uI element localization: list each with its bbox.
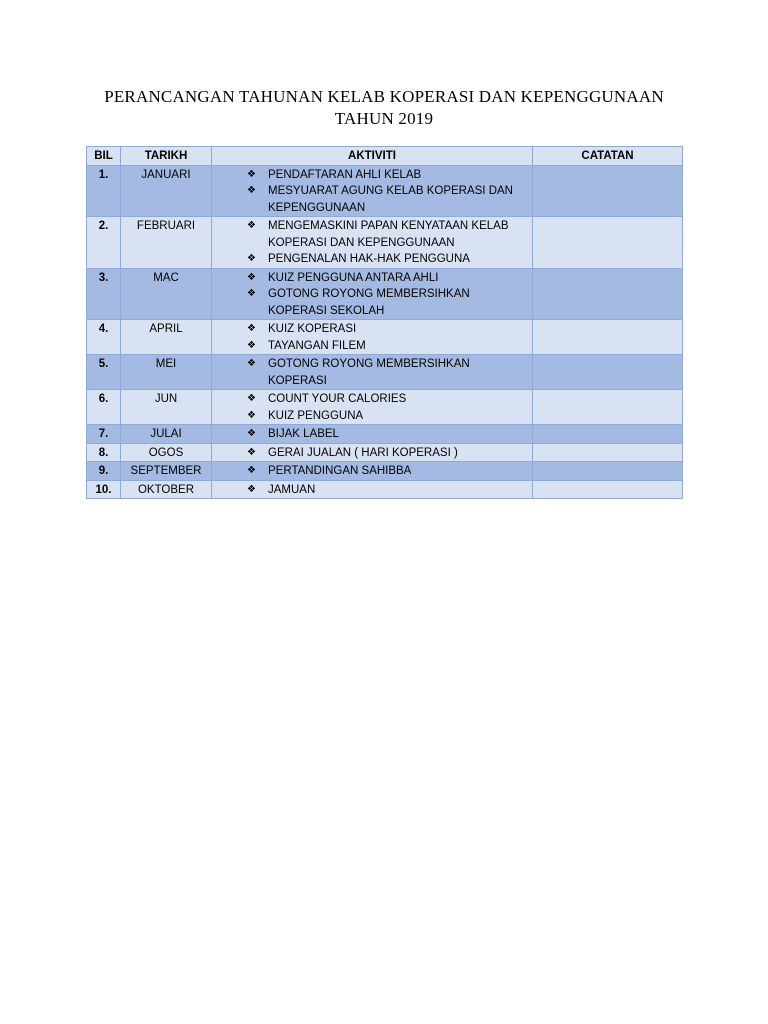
cell-aktiviti [212,320,533,355]
table-row [87,268,683,320]
table-body [87,165,683,499]
header-bil: BIL [87,147,121,166]
cell-aktiviti [212,268,533,320]
cell-catatan [533,165,683,217]
table-row [87,443,683,462]
header-tarikh: TARIKH [121,147,212,166]
cell-tarikh: JUN [121,390,212,425]
activity-text: KUIZ PENGGUNA [268,409,364,422]
cell-tarikh: OGOS [121,443,212,462]
cell-bil: 4. [87,320,121,355]
activity-item [216,445,528,462]
activity-list [216,463,528,480]
activity-list [216,391,528,424]
cell-tarikh: FEBRUARI [121,217,212,269]
activity-text: PERTANDINGAN SAHIBBA [268,465,412,477]
cell-tarikh: APRIL [121,320,212,355]
diamond-bullet-icon: ❖ [247,358,256,369]
cell-aktiviti [212,390,533,425]
cell-tarikh: SEPTEMBER [121,462,212,481]
cell-tarikh: JANUARI [121,165,212,217]
page-title-line-2: TAHUN 2019 [334,109,434,128]
activity-text: PENGENALAN HAK-HAK PENGGUNA [268,253,470,265]
diamond-bullet-icon: ❖ [247,168,256,180]
activity-item [216,426,528,443]
diamond-bullet-icon: ❖ [247,220,256,231]
activity-text: MENGEMASKINI PAPAN KENYATAAN KELAB KOPERASI DAN KEPENGGUNAAN [268,220,509,249]
activity-item [216,251,528,268]
activity-list [216,218,528,268]
cell-bil: 3. [87,268,121,320]
diamond-bullet-icon: ❖ [247,409,256,421]
diamond-bullet-icon: ❖ [247,483,256,495]
cell-bil: 1. [87,165,121,217]
activity-item [216,408,528,425]
cell-aktiviti [212,355,533,390]
table-header [87,147,683,166]
table-row [87,480,683,499]
activity-text: KUIZ KOPERASI [268,323,357,335]
activity-item [216,167,528,184]
activity-text: GOTONG ROYONG MEMBERSIHKAN KOPERASI [268,358,470,387]
page-title [0,86,768,130]
cell-tarikh: MEI [121,355,212,390]
activity-list [216,321,528,354]
activity-item [216,356,528,389]
table-row [87,165,683,217]
cell-aktiviti [212,462,533,481]
activity-item [216,321,528,338]
table-header-row [87,147,683,166]
cell-catatan [533,462,683,481]
cell-bil: 9. [87,462,121,481]
diamond-bullet-icon: ❖ [247,288,256,299]
cell-catatan [533,268,683,320]
diamond-bullet-icon: ❖ [247,446,256,458]
table-row [87,217,683,269]
cell-aktiviti [212,443,533,462]
activity-item [216,183,528,216]
table-row [87,390,683,425]
activity-text: KUIZ PENGGUNA ANTARA AHLI [268,271,439,284]
activity-item [216,482,528,499]
page-title-line-1: PERANCANGAN TAHUNAN KELAB KOPERASI DAN KEPENGGUNAAN [104,87,664,106]
activity-list [216,482,528,499]
cell-catatan [533,480,683,499]
cell-bil: 7. [87,425,121,444]
cell-aktiviti [212,217,533,269]
cell-catatan [533,355,683,390]
cell-bil: 10. [87,480,121,499]
cell-bil: 8. [87,443,121,462]
activity-item [216,286,528,319]
activity-item [216,391,528,408]
table-row [87,425,683,444]
activity-list [216,426,528,443]
activity-item [216,463,528,480]
cell-catatan [533,320,683,355]
activity-text: GERAI JUALAN ( HARI KOPERASI ) [268,446,458,459]
header-catatan: CATATAN [533,147,683,166]
activity-text: MESYUARAT AGUNG KELAB KOPERASI DAN KEPENGGUNAAN [268,185,513,214]
diamond-bullet-icon: ❖ [247,339,256,351]
cell-catatan [533,443,683,462]
activity-list [216,167,528,217]
cell-aktiviti [212,165,533,217]
activity-text: PENDAFTARAN AHLI KELAB [268,168,422,181]
annual-plan-table [86,146,683,499]
activity-text: GOTONG ROYONG MEMBERSIHKAN KOPERASI SEKOLAH [268,288,470,317]
activity-list [216,270,528,320]
cell-aktiviti [212,425,533,444]
activity-item [216,218,528,251]
activity-text: JAMUAN [268,483,316,496]
cell-catatan [533,217,683,269]
activity-list [216,356,528,389]
activity-text: TAYANGAN FILEM [268,339,366,352]
activity-item [216,338,528,355]
diamond-bullet-icon: ❖ [247,253,256,264]
diamond-bullet-icon: ❖ [247,271,256,283]
cell-catatan [533,390,683,425]
cell-bil: 2. [87,217,121,269]
diamond-bullet-icon: ❖ [247,428,256,439]
table-row [87,462,683,481]
cell-bil: 5. [87,355,121,390]
diamond-bullet-icon: ❖ [247,323,256,334]
table-row [87,355,683,390]
diamond-bullet-icon: ❖ [247,393,256,404]
diamond-bullet-icon: ❖ [247,185,256,196]
cell-tarikh: MAC [121,268,212,320]
cell-catatan [533,425,683,444]
activity-text: BIJAK LABEL [268,428,339,440]
diamond-bullet-icon: ❖ [247,465,256,476]
activity-item [216,270,528,287]
cell-bil: 6. [87,390,121,425]
cell-tarikh: OKTOBER [121,480,212,499]
cell-tarikh: JULAI [121,425,212,444]
cell-aktiviti [212,480,533,499]
header-aktiviti: AKTIVITI [212,147,533,166]
activity-list [216,445,528,462]
activity-text: COUNT YOUR CALORIES [268,393,407,405]
table-row [87,320,683,355]
